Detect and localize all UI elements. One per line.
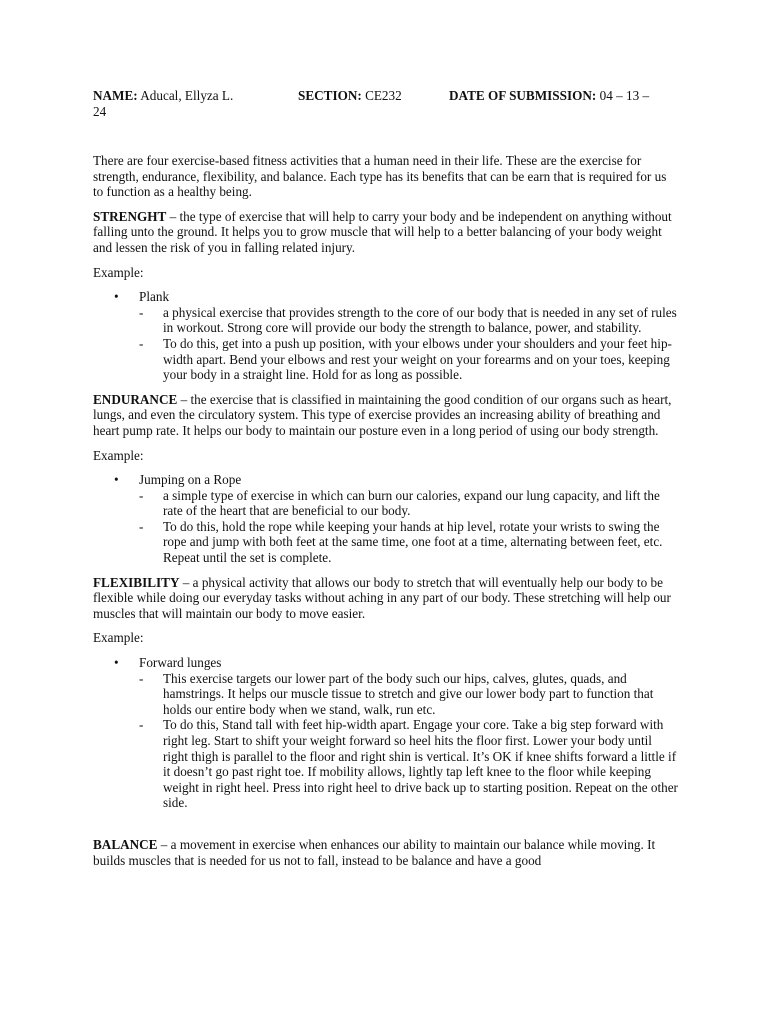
name-value: Aducal, Ellyza L. (137, 88, 234, 103)
dash-marker: - (139, 304, 144, 320)
detail-text: To do this, get into a push up position, with your elbows under your shoulders and your feet hip-width apart. Bend your elbows and rest your weight on your forearms and on your toes, keeping your body in a straight line. Hold for as long as possible. (163, 335, 672, 383)
strength-example-list (93, 289, 679, 383)
date-field (449, 88, 649, 104)
endurance-term: ENDURANCE (93, 391, 178, 407)
strength-definition: – the type of exercise that will help to carry your body and be independent on anything without falling unto the ground. It helps you to grow muscle that will help to a better balancing of your body weight and lessen the risk of you in falling related injury. (93, 208, 672, 255)
detail-text: To do this, Stand tall with feet hip-width apart. Engage your core. Take a big step forward with right leg. Start to shift your weight forward so heel hits the floor first. Lower your body until right thigh is parallel to the floor and right shin is vertical. It’s OK if knee shifts forward a little if it doesn’t go past right toe. If mobility allows, lightly tap left knee to the floor while keeping weight in right heel. Press into right heel to drive back up to starting position. Repeat on the other side. (163, 717, 678, 811)
list-item (139, 336, 679, 383)
flexibility-definition: – a physical activity that allows our body to stretch that will eventually help our body to be flexible while doing our everyday tasks without aching in any part of our body. These stretching will help our muscles that will maintain our body to move easier. (93, 574, 671, 621)
balance-paragraph (93, 837, 679, 868)
section-field (298, 88, 402, 104)
bullet-marker: • (114, 655, 119, 671)
balance-term: BALANCE (93, 836, 158, 852)
date-value: 04 – 13 – (596, 88, 650, 103)
section-label: SECTION: (298, 88, 362, 103)
document-page (93, 88, 679, 868)
dash-marker: - (139, 335, 144, 351)
list-item (139, 671, 679, 718)
list-item (139, 305, 679, 336)
strength-example-label: Example: (93, 264, 144, 280)
flexibility-example-title: Forward lunges (139, 655, 222, 671)
dash-marker: - (139, 670, 144, 686)
list-item (93, 289, 679, 383)
date-value-continued: 24 (93, 103, 107, 119)
date-label: DATE OF SUBMISSION: (449, 88, 597, 103)
strength-paragraph (93, 209, 679, 256)
detail-text: To do this, hold the rope while keeping your hands at hip level, rotate your wrists to swing the rope and jump with both feet at the same time, one foot at a time, alternating between feet, etc. Repeat until the set is complete. (163, 518, 663, 566)
strength-term: STRENGHT (93, 208, 167, 224)
list-item (93, 472, 679, 566)
endurance-definition: – the exercise that is classified in maintaining the good condition of our organs such as heart, lungs, and even the circulatory system. This type of exercise provides an increasing ability of breathing and heart pump rate. It helps our body to maintain our posture even in a long period of using our body strength. (93, 391, 672, 438)
endurance-details (139, 488, 679, 566)
dash-marker: - (139, 487, 144, 503)
flexibility-example-list (93, 655, 679, 811)
flexibility-term: FLEXIBILITY (93, 574, 180, 590)
bullet-marker: • (114, 289, 119, 305)
endurance-example-label: Example: (93, 447, 144, 463)
list-item (139, 519, 679, 566)
flexibility-details (139, 671, 679, 811)
balance-definition: – a movement in exercise when enhances our ability to maintain our balance while moving. It builds muscles that is needed for us not to fall, instead to be balance and have a good (93, 836, 656, 868)
list-item (93, 655, 679, 811)
dash-marker: - (139, 518, 144, 534)
flexibility-example-label: Example: (93, 630, 144, 646)
bullet-marker: • (114, 472, 119, 488)
section-value: CE232 (361, 88, 402, 103)
name-field (93, 88, 233, 104)
endurance-paragraph (93, 392, 679, 439)
dash-marker: - (139, 717, 144, 733)
flexibility-paragraph (93, 575, 679, 622)
list-item (139, 488, 679, 519)
list-item (139, 717, 679, 811)
intro-paragraph: There are four exercise-based fitness activities that a human need in their life. These are the exercise for strength, endurance, flexibility, and balance. Each type has its benefits that can be earn that is required for us to function as a healthy being. (93, 153, 667, 200)
endurance-example-title: Jumping on a Rope (139, 472, 242, 488)
strength-details (139, 305, 679, 383)
document-header (93, 88, 679, 120)
detail-text: a simple type of exercise in which can burn our calories, expand our lung capacity, and lift the rate of the heart that are beneficial to our body. (163, 487, 660, 519)
detail-text: This exercise targets our lower part of the body such our hips, calves, glutes, quads, and hamstrings. It helps our muscle tissue to stretch and give our lower body part to function that holds our entire body when we stand, walk, run etc. (163, 670, 654, 717)
name-label: NAME: (93, 88, 138, 103)
strength-example-title: Plank (139, 289, 170, 305)
endurance-example-list (93, 472, 679, 566)
detail-text: a physical exercise that provides strength to the core of our body that is needed in any set of rules in workout. Strong core will provide our body the strength to balance, power, and stability. (163, 304, 677, 336)
